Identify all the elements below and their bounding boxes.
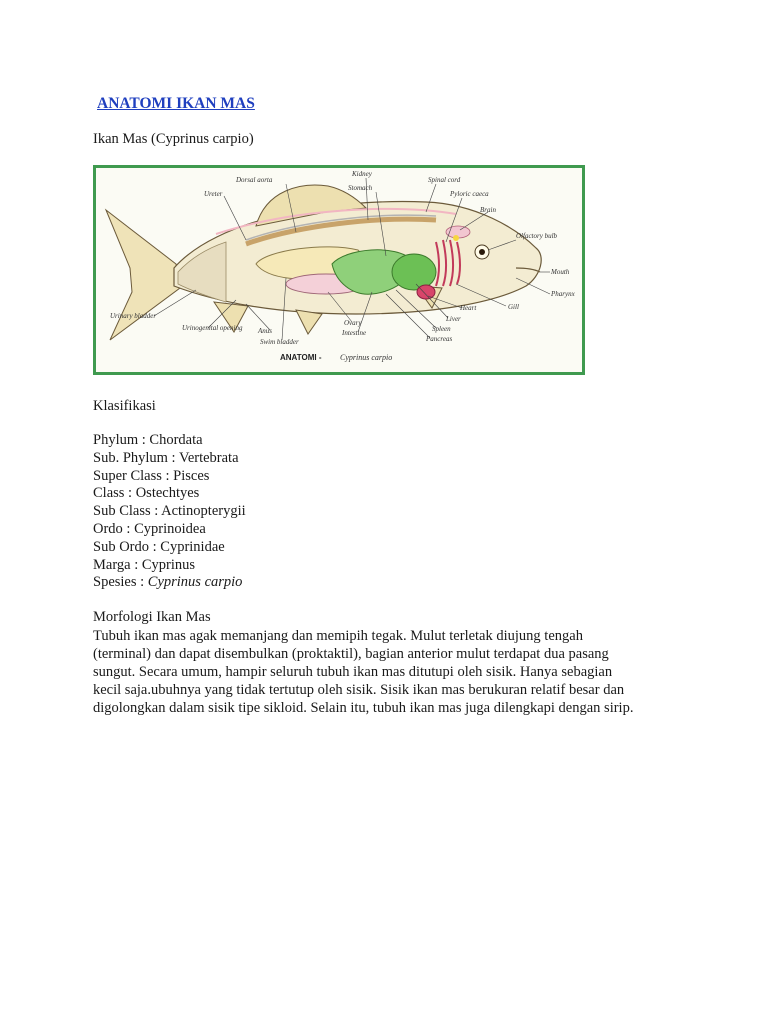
liver (392, 254, 436, 290)
subtitle: Ikan Mas (Cyprinus carpio) (93, 131, 254, 147)
klasifikasi-row (93, 468, 246, 486)
klasifikasi-label: Sub Class : (93, 503, 162, 520)
klasifikasi-value: Actinopterygii (161, 503, 246, 520)
klasifikasi-value: Cyprinoidea (134, 520, 206, 537)
morfologi-heading: Morfologi Ikan Mas (93, 609, 211, 625)
label-ureter: Ureter (204, 190, 223, 198)
paragraph-line: kecil saja.ubuhnya yang tidak tertutup oleh sisik. Sisik ikan mas berukuran relatif besar dan (93, 682, 625, 698)
klasifikasi-heading: Klasifikasi (93, 398, 156, 414)
label-heart: Heart (460, 304, 477, 312)
klasifikasi-value: Cyprinidae (160, 538, 225, 555)
klasifikasi-value: Chordata (149, 432, 203, 448)
figure-caption-italic: Cyprinus carpio (340, 353, 393, 362)
label-olfactory-bulb: Olfactory bulb (516, 232, 558, 240)
heart (417, 285, 435, 299)
pelvic-fin (296, 310, 322, 334)
label-spinal-cord: Spinal cord (428, 176, 461, 184)
label-pancreas: Pancreas (426, 335, 453, 343)
label-urinary-bladder: Urinary bladder (110, 312, 157, 320)
klasifikasi-label: Sub. Phylum : (93, 449, 179, 466)
label-stomach: Stomach (348, 184, 373, 192)
label-pharynx: Pharynx (551, 290, 575, 298)
klasifikasi-row (93, 557, 246, 575)
label-pyloric-caeca: Pyloric caeca (450, 190, 489, 198)
klasifikasi-row (93, 521, 246, 539)
paragraph-line: sungut. Secara umum, hampir seluruh tubuh ikan mas ditutupi oleh sisik. Hanya sebagian (93, 664, 613, 680)
klasifikasi-row (93, 503, 246, 521)
klasifikasi-label: Marga : (93, 556, 142, 573)
label-dorsal-aorta: Dorsal aorta (236, 176, 273, 184)
label-swim-bladder: Swim bladder (260, 338, 299, 346)
paragraph-line: (terminal) dan dapat disembulkan (proktaktil), bagian anterior mulut terdapat dua pasang (93, 646, 609, 662)
figure-caption-bold: ANATOMI - (280, 353, 322, 362)
fish-anatomy-diagram (96, 168, 582, 372)
label-gill: Gill (508, 303, 519, 311)
olfactory-bulb (453, 235, 459, 241)
label-anus: Anus (258, 327, 272, 335)
label-mouth: Mouth (551, 268, 570, 276)
morfologi-paragraph (93, 627, 683, 717)
klasifikasi-value: Ostechtyes (135, 485, 200, 502)
klasifikasi-label: Class : (93, 485, 136, 502)
paragraph-line: Tubuh ikan mas agak memanjang dan memipih tegak. Mulut terletak diujung tengah (93, 628, 583, 644)
klasifikasi-row (93, 539, 246, 557)
klasifikasi-label: Spesies : (93, 574, 148, 591)
klasifikasi-label: Sub Ordo : (93, 538, 161, 555)
label-intestine: Intestine (342, 329, 367, 337)
anatomy-figure (93, 165, 585, 375)
tail-fin (106, 210, 180, 340)
klasifikasi-value: Cyprinus (141, 556, 196, 573)
klasifikasi-row (93, 485, 246, 503)
klasifikasi-row (93, 450, 246, 468)
label-brain: Brain (480, 206, 496, 214)
klasifikasi-row (93, 432, 246, 450)
label-spleen: Spleen (432, 325, 451, 333)
klasifikasi-list (93, 432, 246, 592)
label-ovary: Ovary (344, 319, 362, 327)
label-urinogenital: Urinogenital opening (182, 324, 243, 332)
paragraph-line: digolongkan dalam sisik tipe sikloid. Selain itu, tubuh ikan mas juga dilengkapi dengan sirip. (93, 700, 634, 716)
klasifikasi-label: Super Class : (93, 467, 174, 484)
klasifikasi-value: Vertebrata (178, 449, 239, 466)
label-liver: Liver (446, 315, 461, 323)
klasifikasi-value: Pisces (173, 467, 210, 484)
klasifikasi-value: Cyprinus carpio (147, 574, 243, 591)
klasifikasi-label: Ordo : (93, 520, 135, 537)
klasifikasi-label: Phylum : (93, 432, 150, 448)
klasifikasi-row (93, 574, 246, 592)
label-kidney: Kidney (352, 170, 372, 178)
page-title: ANATOMI IKAN MAS (97, 95, 255, 112)
